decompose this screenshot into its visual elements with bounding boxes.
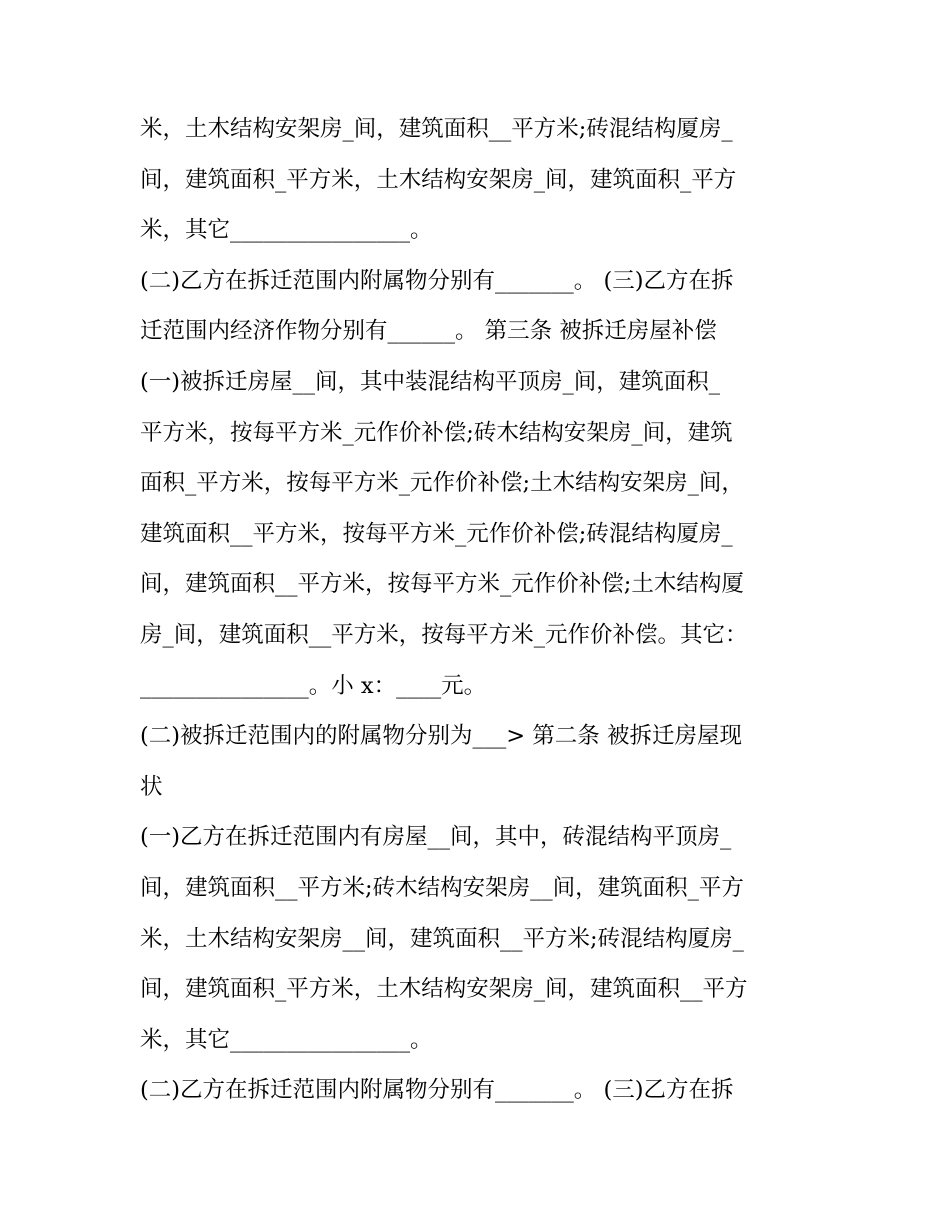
text-line-14: 状 (140, 773, 163, 800)
text-line-12: _______________。小 x：____元。 (140, 672, 487, 699)
text-line-18: 间，建筑面积_平方米，土木结构安架房_间，建筑面积__平方 (140, 976, 748, 1003)
text-line-19: 米，其它________________。 (140, 1026, 433, 1053)
text-line-15: (一)乙方在拆迁范围内有房屋__间，其中，砖混结构平顶房_ (140, 824, 732, 851)
text-line-8: 面积_平方米，按每平方米_元作价补偿;土木结构安架房_间， (140, 470, 744, 497)
text-line-13: (二)被拆迁范围内的附属物分别为___> 第二条 被拆迁房屋现 (140, 723, 742, 750)
text-line-9: 建筑面积__平方米，按每平方米_元作价补偿;砖混结构厦房_ (140, 520, 733, 547)
text-line-16: 间，建筑面积__平方米;砖木结构安架房__间，建筑面积_平方 (140, 874, 744, 901)
text-line-11: 房_间，建筑面积__平方米，按每平方米_元作价补偿。其它： (140, 621, 748, 648)
text-line-4: (二)乙方在拆迁范围内附属物分别有_______。 (三)乙方在拆 (140, 267, 734, 294)
text-line-1: 米，土木结构安架房_间，建筑面积__平方米;砖混结构厦房_ (140, 116, 733, 142)
text-line-7: 平方米，按每平方米_元作价补偿;砖木结构安架房_间，建筑 (140, 419, 733, 446)
text-line-17: 米，土木结构安架房__间，建筑面积__平方米;砖混结构厦房_ (140, 925, 744, 952)
text-line-3: 米，其它________________。 (140, 217, 433, 244)
text-line-5: 迁范围内经济作物分别有______。 第三条 被拆迁房屋补偿 (140, 318, 717, 345)
text-line-10: 间，建筑面积__平方米，按每平方米_元作价补偿;土木结构厦 (140, 571, 744, 598)
text-line-6: (一)被拆迁房屋__间，其中装混结构平顶房_间，建筑面积_ (140, 368, 721, 395)
document-body (140, 104, 820, 1116)
text-line-2: 间，建筑面积_平方米，土木结构安架房_间，建筑面积_平方 (140, 166, 737, 193)
text-line-20: (二)乙方在拆迁范围内附属物分别有_______。 (三)乙方在拆 (140, 1077, 734, 1104)
